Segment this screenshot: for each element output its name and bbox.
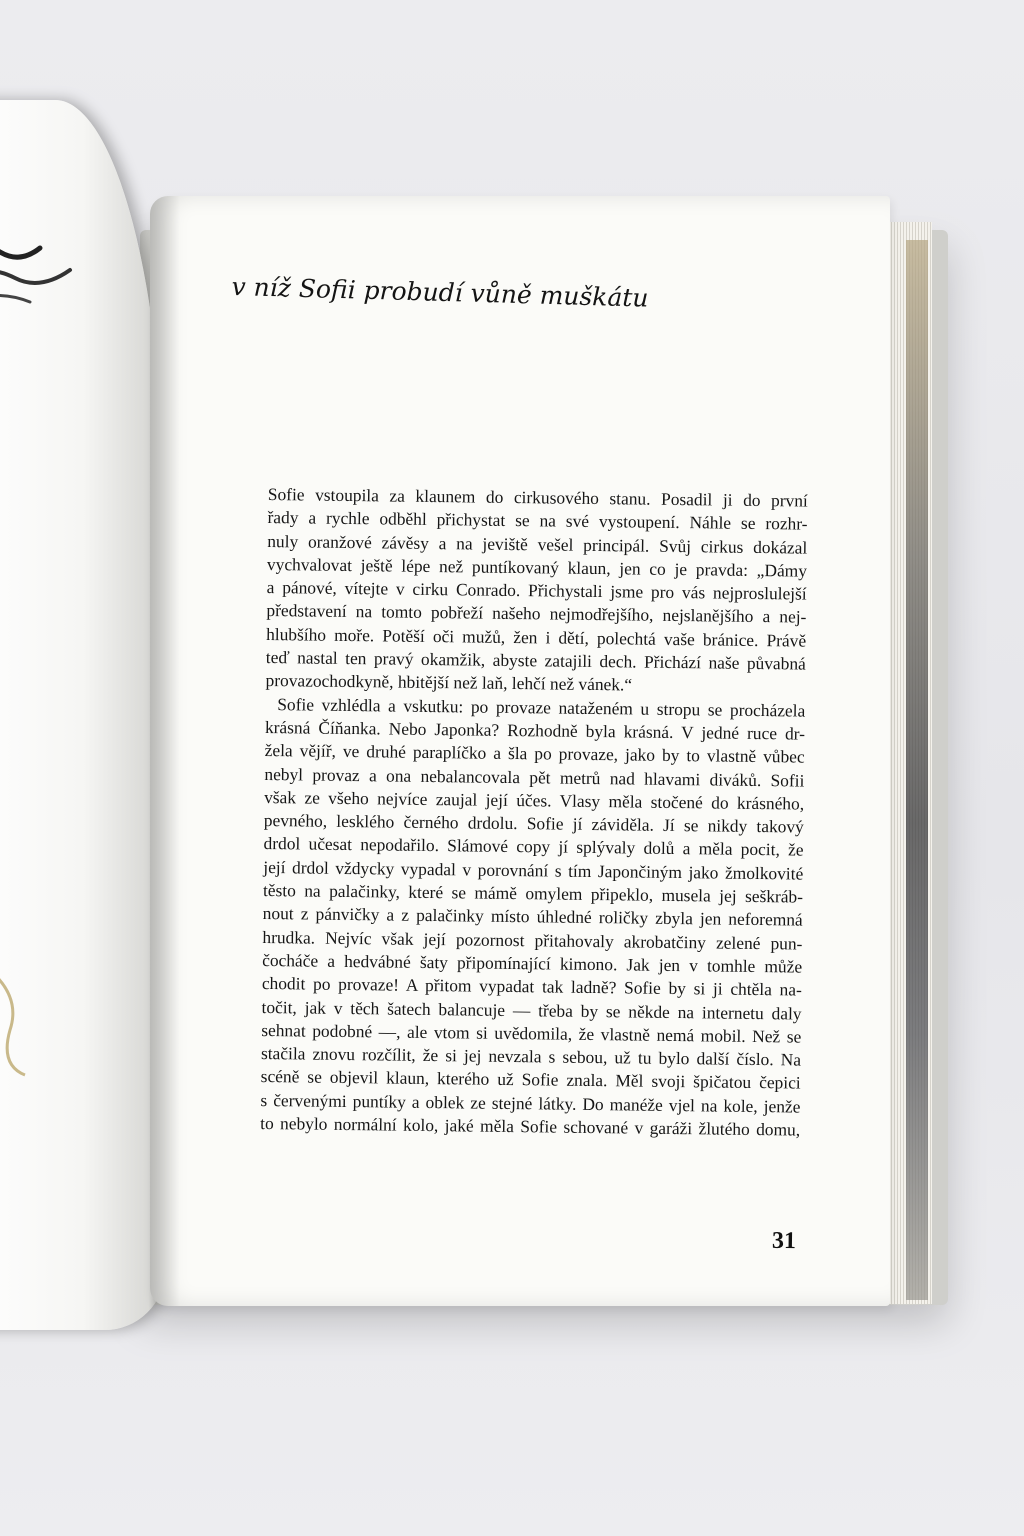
text-line: Sofie vzhlédla a vskutku: po provaze nataženém u stropu se procházela (277, 693, 806, 721)
text-line: však ze všeho nejvíce zaujal její účes. Vlasy měla stočené do krásného, (264, 786, 805, 814)
text-line: hlubšího moře. Potěší oči mužů, žen i dětí, polechtá vaše bránice. Právě (266, 623, 807, 651)
text-line: nuly oranžové závěsy a na jeviště vešel principál. Svůj cirkus dokázal (267, 530, 808, 558)
page-number: 31 (771, 1227, 797, 1255)
left-page-curl (0, 100, 165, 1330)
page-edge-tint (906, 240, 928, 1300)
text-line: krásná Číňanka. Nebo Japonka? Rozhodně byla krásná. V jedné ruce dr- (264, 716, 806, 744)
chapter-title: v níž Sofii probudí vůně muškátu (231, 272, 649, 313)
text-line: představení na tomto pobřeží našeho nejmodřejšího, nejslanějšího a nej- (266, 600, 807, 628)
text-line: vychvalovat ještě lépe než puntíkovaný klaun, jen co je pravda: „Dámy (266, 553, 808, 581)
text-line: nout z pánvičky a z palačinky místo úhledné roličky zbyla jen neforemná (262, 903, 803, 930)
text-line: sehnat podobné —, ale vtom si uvědomila, že vlastně nemá mobil. Než se (261, 1019, 802, 1047)
page-stain (0, 970, 35, 1080)
text-line: hrudka. Nejvíc však její pozornost přitahovaly akrobatčiny zelené pun- (262, 926, 803, 954)
text-line: těsto na palačinky, které se mámě omylem připeklo, musela jej seškráb- (262, 880, 804, 907)
text-line: žela vějíř, ve druhé paraplíčko a šla po provaze, jako by to vlastně vůbec (264, 740, 805, 767)
text-line: točit, jak v těch šatech balancuje — třeba by se někde na internetu daly (261, 996, 802, 1024)
text-line: stačila znovu rozčílit, že si jej nevzala s sebou, už tu bylo další číslo. Na (260, 1043, 802, 1070)
text-line: Sofie vstoupila za klaunem do cirkusového stanu. Posadil ji do první (267, 483, 808, 511)
text-line: s červenými puntíky a oblek ze stejné látky. Do manéže vjel na kole, jenže (260, 1089, 801, 1117)
text-line: teď nastal ten pravý okamžik, abyste zatajili dech. Přichází naše půvabná (265, 647, 806, 674)
text-line: to nebylo normální kolo, jaké měla Sofie schované v garáži žlutého domu, (260, 1112, 801, 1140)
text-line: a pánové, vítejte v cirku Conrado. Přichystali jsme pro vás nejproslulejší (266, 577, 807, 604)
text-line: řady a rychle odběhl přichystat se na své vystoupení. Náhle se rozhr- (267, 507, 808, 534)
bleed-through-marks (0, 230, 80, 320)
text-line: nebyl provaz a ona nebalancovala pět metrů nad hlavami diváků. Sofii (264, 763, 805, 791)
text-line: chodit po provaze! A přitom vypadat tak ladně? Sofie by si ji chtěla na- (261, 973, 802, 1000)
text-line: pevného, lesklého černého drdolu. Sofie jí záviděla. Jí se nikdy takový (263, 810, 804, 837)
body-text (260, 483, 808, 1142)
paragraph-2 (260, 693, 805, 1142)
paragraph-1 (265, 483, 808, 699)
text-line: čocháče a hedvábné šaty připomínající kimono. Jak jen v tomhle může (262, 949, 803, 977)
gutter-shadow (150, 196, 180, 1306)
text-line: její drdol vždycky vypadal v porovnání s tím Japončiným jako žmolkovité (263, 856, 804, 884)
text-line: drdol učesat nepodařilo. Slámové copy jí splývaly dolů a měla pocit, že (263, 833, 804, 861)
text-line: scéně se objevil klaun, kterého už Sofie znala. Měl svoji špičatou čepici (260, 1066, 801, 1093)
text-line: provazochodkyně, hbitější než laň, lehčí než vánek.“ (265, 670, 633, 695)
